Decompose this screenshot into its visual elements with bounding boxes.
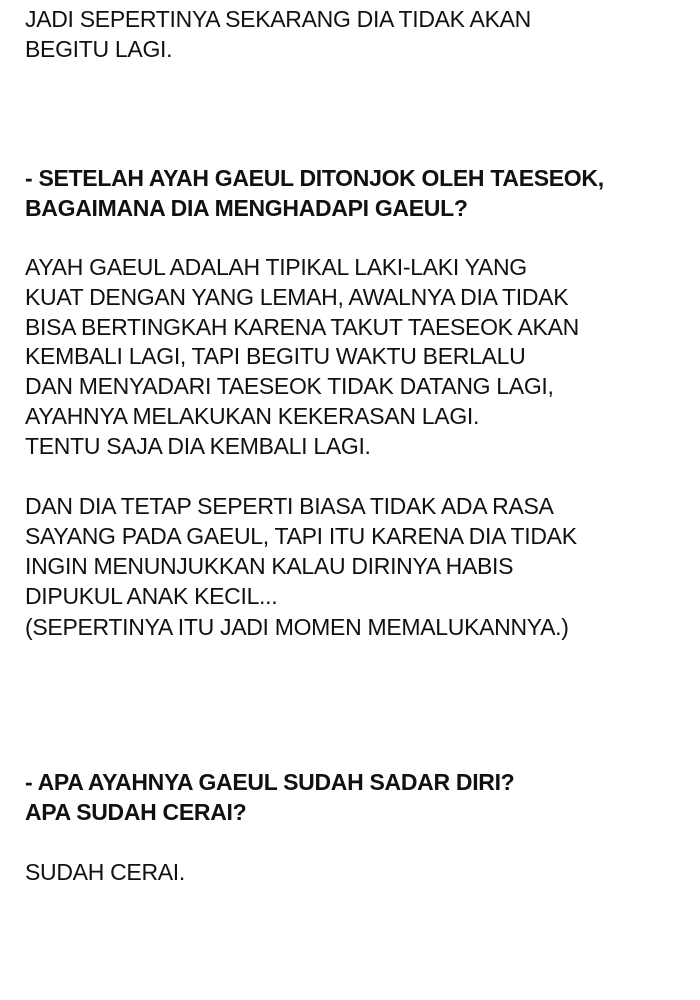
text-line: SUDAH CERAI.: [25, 859, 185, 885]
text-line: TENTU SAJA DIA KEMBALI LAGI.: [25, 433, 371, 459]
text-line: SAYANG PADA GAEUL, TAPI ITU KARENA DIA TIDAK: [25, 523, 577, 549]
text-line: KUAT DENGAN YANG LEMAH, AWALNYA DIA TIDAK: [25, 284, 569, 310]
text-line: DIPUKUL ANAK KECIL...: [25, 583, 278, 609]
question-line: - APA AYAHNYA GAEUL SUDAH SADAR DIRI?: [25, 769, 515, 795]
text-line: INGIN MENUNJUKKAN KALAU DIRINYA HABIS: [25, 553, 514, 579]
question-line: APA SUDAH CERAI?: [25, 799, 247, 825]
text-line: BEGITU LAGI.: [25, 36, 173, 62]
text-line: BISA BERTINGKAH KARENA TAKUT TAESEOK AKAN: [25, 314, 579, 340]
text-line: AYAH GAEUL ADALAH TIPIKAL LAKI-LAKI YANG: [25, 254, 527, 280]
text-line: JADI SEPERTINYA SEKARANG DIA TIDAK AKAN: [25, 6, 531, 32]
question-line: - SETELAH AYAH GAEUL DITONJOK OLEH TAESEOK,: [25, 165, 604, 191]
question-line: BAGAIMANA DIA MENGHADAPI GAEUL?: [25, 195, 468, 221]
text-line: (SEPERTINYA ITU JADI MOMEN MEMALUKANNYA.): [25, 614, 569, 640]
text-line: KEMBALI LAGI, TAPI BEGITU WAKTU BERLALU: [25, 343, 526, 369]
text-line: AYAHNYA MELAKUKAN KEKERASAN LAGI.: [25, 403, 480, 429]
text-line: DAN DIA TETAP SEPERTI BIASA TIDAK ADA RASA: [25, 493, 554, 519]
text-line: DAN MENYADARI TAESEOK TIDAK DATANG LAGI,: [25, 373, 554, 399]
